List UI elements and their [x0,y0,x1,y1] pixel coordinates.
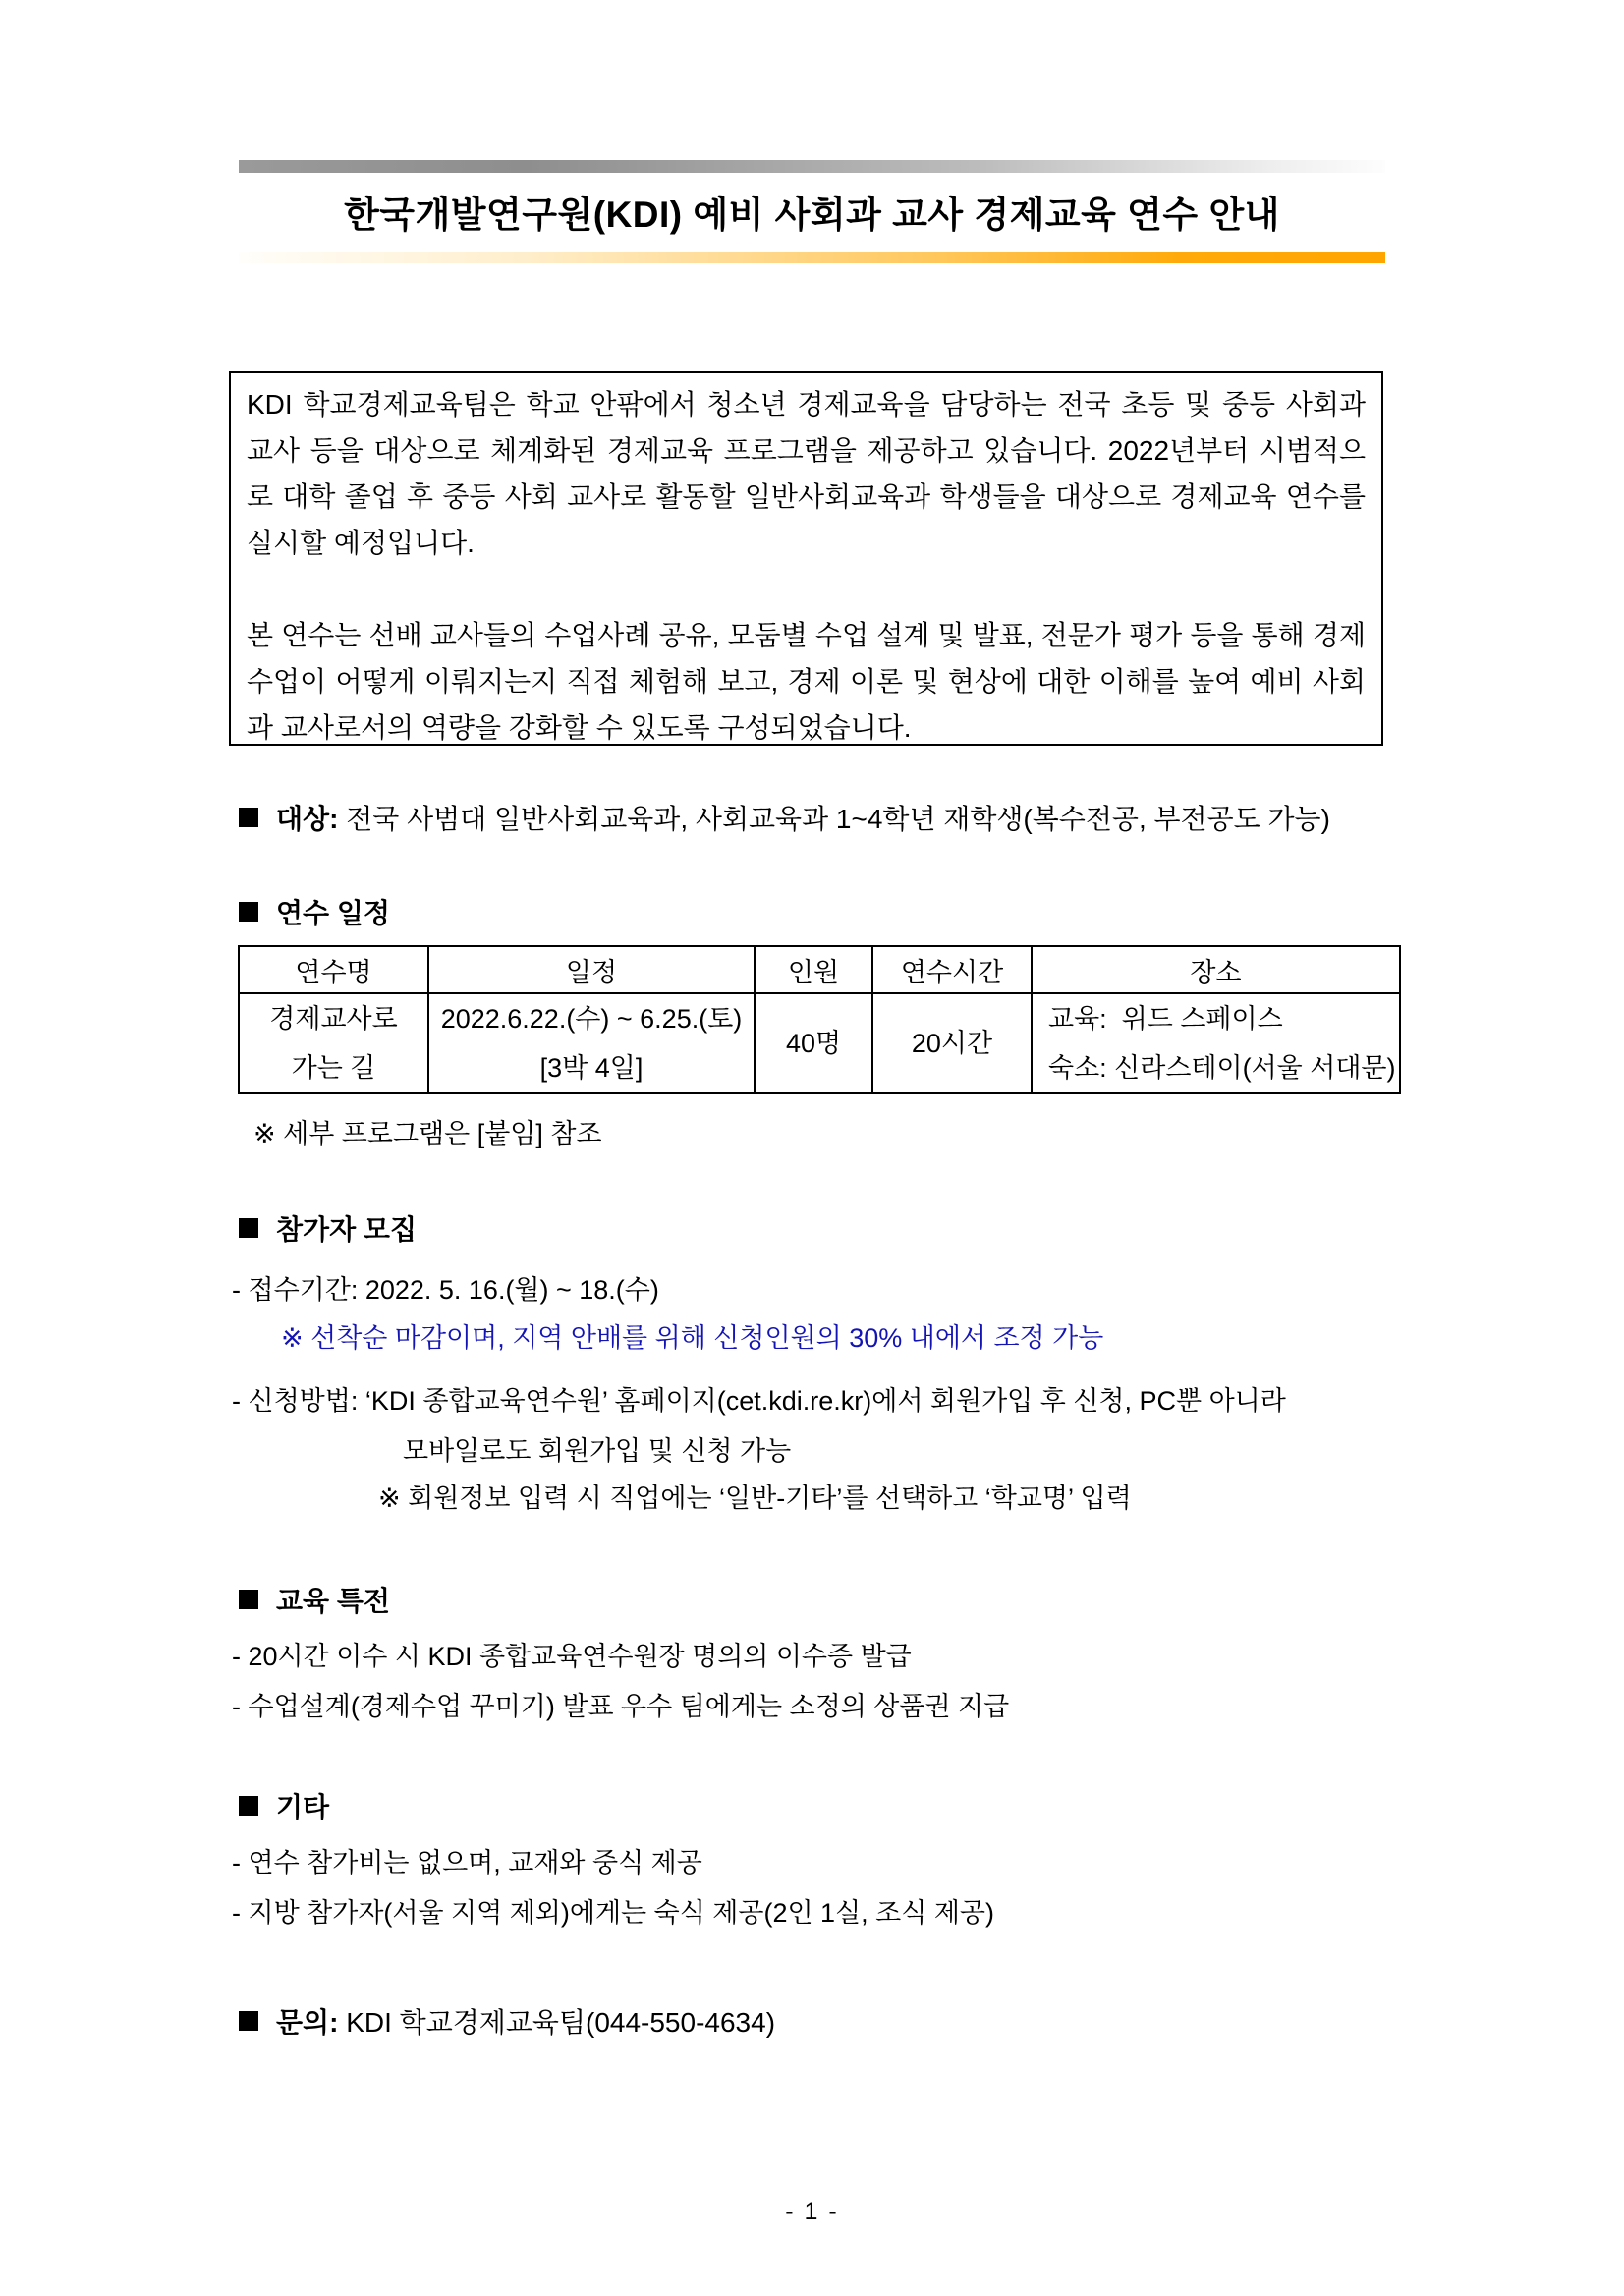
contact-label: 문의: [276,2007,339,2038]
table-cell-date: 2022.6.22.(수) ~ 6.25.(토) [3박 4일] [428,993,755,1093]
list-item: - 수업설계(경제수업 꾸미기) 발표 우수 팀에게는 소정의 상품권 지급 [232,1692,1010,1721]
recruit-method-line-2: 모바일로도 회원가입 및 신청 가능 [403,1436,792,1466]
table-cell-name: 경제교사로 가는 길 [239,993,428,1093]
etc-heading-text: 기타 [276,1792,330,1822]
table-header-place: 장소 [1032,946,1400,993]
recruit-period-line: - 접수기간: 2022. 5. 16.(월) ~ 18.(수) [232,1275,659,1305]
table-header-row [239,946,1400,993]
table-cell-hours: 20시간 [872,993,1032,1093]
bullet-square-icon [239,1590,258,1609]
table-cell-place: 교육: 위드 스페이스 숙소: 신라스테이(서울 서대문) [1032,993,1400,1093]
title-underline-gradient-bar [239,252,1385,263]
table-header-capacity: 인원 [755,946,872,993]
list-item: - 지방 참가자(서울 지역 제외)에게는 숙식 제공(2인 1실, 조식 제공) [232,1898,994,1928]
benefits-heading-text: 교육 특전 [276,1586,390,1616]
recruit-method-note: ※ 회원정보 입력 시 직업에는 ‘일반-기타’를 선택하고 ‘학교명’ 입력 [378,1484,1132,1513]
section-heading-benefits [239,1580,390,1619]
schedule-note: ※ 세부 프로그램은 [붙임] 참조 [253,1119,602,1148]
schedule-table [238,945,1401,1094]
recruit-period-note: ※ 선착순 마감이며, 지역 안배를 위해 신청인원의 30% 내에서 조정 가능 [281,1323,1104,1353]
section-heading-etc [239,1786,329,1825]
table-header-hours: 연수시간 [872,946,1032,993]
table-cell-capacity: 40명 [755,993,872,1093]
target-label: 대상: [276,804,339,834]
recruit-method-line-1: - 신청방법: ‘KDI 종합교육연수원’ 홈페이지(cet.kdi.re.kr)에서 회원가입 후 신청, PC뿐 아니라 [232,1386,1286,1416]
schedule-heading-text: 연수 일정 [276,898,390,928]
bullet-square-icon [239,808,258,827]
list-item: - 연수 참가비는 없으며, 교재와 중식 제공 [232,1848,702,1877]
intro-paragraph-2: 본 연수는 선배 교사들의 수업사례 공유, 모둠별 수업 설계 및 발표, 전문가 평가 등을 통해 경제 수업이 어떻게 이뤄지는지 직접 체험해 보고, 경제 이론 및 현상에 대한 이해를 높여 예비 사회과 교사로서의 역량을 강화할 수 있도록 구성되었습니다. [247,620,1366,743]
table-header-name: 연수명 [239,946,428,993]
bullet-square-icon [239,1218,258,1238]
bullet-square-icon [239,902,258,922]
recruit-heading-text: 참가자 모집 [276,1214,418,1245]
intro-box [229,371,1383,746]
intro-paragraph-1: KDI 학교경제교육팀은 학교 안팎에서 청소년 경제교육을 담당하는 전국 초등 및 중등 사회과 교사 등을 대상으로 체계화된 경제교육 프로그램을 제공하고 있습니다. 2022년부터 시범적으로 대학 졸업 후 중등 사회 교사로 활동할 일반사회교육과 학생들을 대상으로 경제교육 연수를 실시할 예정입니다. [247,389,1366,558]
contact-text: KDI 학교경제교육팀(044-550-4634) [346,2007,776,2038]
section-heading-recruit [239,1208,417,1248]
title-top-gradient-bar [239,160,1385,173]
page-title: 한국개발연구원(KDI) 예비 사회과 교사 경제교육 연수 안내 [344,195,1280,235]
table-row [239,993,1400,1093]
table-header-date: 일정 [428,946,755,993]
section-heading-schedule [239,892,390,931]
bullet-square-icon [239,2011,258,2031]
bullet-square-icon [239,1796,258,1816]
target-text: 전국 사범대 일반사회교육과, 사회교육과 1~4학년 재학생(복수전공, 부전공도 가능) [346,804,1330,834]
target-line [239,798,1330,837]
list-item: - 20시간 이수 시 KDI 종합교육연수원장 명의의 이수증 발급 [232,1642,912,1671]
page-number: - 1 - [785,2198,839,2225]
contact-line [239,2001,775,2041]
